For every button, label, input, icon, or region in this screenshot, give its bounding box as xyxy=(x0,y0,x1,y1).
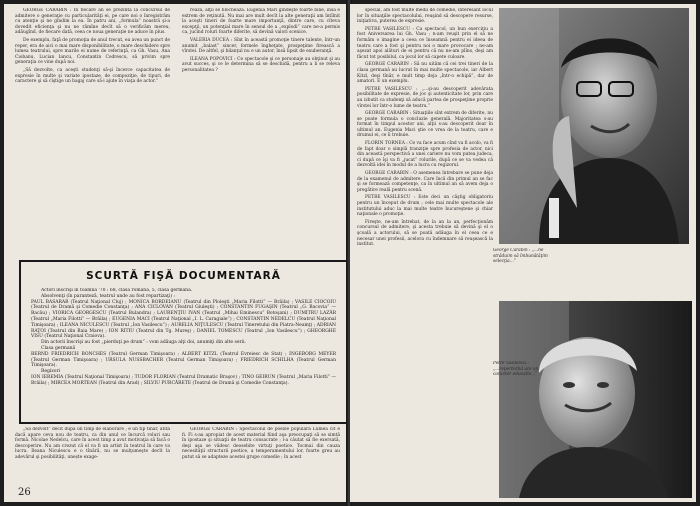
paragraph: GEORGE CARABIN : Situaţiile sînt extrem de diferite, nu se poate formula o concluzie generală. Majoritatea s-au format în timpul acestor ani, alţii s-au descoperit doar în ultimul an. Eugenia Maci ştie ce vrea de la teatru, care e drumul ei, ce îi trebuie. xyxy=(357,111,493,139)
paragraph: PETRE VASILESCU : „...şi-au descoperit adevărata posibilitate de expresie, de joc şi autenticitate lor, prin care au izbutit ca studenţi să aducă partea de prospeţime proprie vîrstei lor într-o lume de teatru.” xyxy=(357,86,493,109)
box-intro: Actori înscrişi în toamna '70 : 68, clasa română, 5, clasa germană. xyxy=(41,288,193,293)
paragraph: Fireşte, ne-am întrebat, de la an la an, perfecţionăm concursul de admitere, şi acesta trebuie să devină şi el o şcoală a actorului, să se poată adăuga în el ceea ce e necesar unei profesii, acelora cu îndemnare să reuşească la institut. xyxy=(357,219,493,248)
left-column-1 xyxy=(15,8,170,252)
paragraph: rează, alţii se blochează. Eugenia Mari gîndeşte foarte bine, însă e extrem de reţinută. Nu mai are mult decît la alte generaţii am întîlnit la aceşti tineri de foarte mare importanţă, dintre care, cu cîteva excepţii, un potenţial mare în sensul de a „explodi” care ne-a permis ca, jucînd roluri foarte diferite, să devină valori scenice. xyxy=(182,8,340,36)
paragraph: „Să dezvolt” decît după un timp de elaborare ; e un tip tînăr, atîta dacă apare ceva nou de teatru, ca din anul ce încurcă roluri sau formă. Nicolae Nedelcu, care în acest timp a avut motivaţia să facă o descoperire. Nu am crezut că el va fi un artist în teatrul în care va lucra. Ileana Niculescu e o tînără, nu se mulţumeşte decît la adevărul şi posibilităţi, unește exage- xyxy=(15,427,170,460)
box-title: SCURTĂ FIŞĂ DOCUMENTARĂ xyxy=(86,270,281,282)
documentary-sheet-box xyxy=(19,260,348,424)
paragraph: GEORGE CARABIN : Spectacolul de poezie populară Lumea cît e fi. Fi s-au apropiat de acest material fiind aşa preocupaţi să se simtă în ipostaze şi situaţii de teatru consacrate ; l-a căutat să fie exersată, deşi aşa se vădesc deosebite virtuţi poetice. Tocmai din cauza necesităţii structurii poetice, a temperamentului lor, foarte greu au putut să se adapteze acestei grupe comedie ; în acest xyxy=(182,427,340,460)
paragraph: FLORIN TORNEA : Ce va face acum cînd va fi acolo, va fi de fapt doar o simplă tranziţie spre profesia de actor, nici din această perspectivă a unei cariere nu vom putea judeca, ci după ce îşi va fi „jucat” rolurile, după ce se va vedea că dezvoltă idei în modul de a lucra cu regizorul. xyxy=(357,141,493,169)
photo-george-carabin xyxy=(499,8,689,244)
paragraph: De exemplu, faţă de promoţia de anul trecut, ea avea un punct de reper, era de aici o mai mare disponibilitate, o mare deschidere spre lumea teatrului, spre marile ei nume de referinţă, ca Gh. Vasu, Ana Ciobanu, Lucian Iancu, Constantin Codrescu, să privim spre generaţia ce vine după noi. xyxy=(15,37,170,66)
right-page xyxy=(350,4,696,502)
paragraph: GEORGE CARABIN : Să nu uităm că cei trei tineri de la clasa germană au lucrat în mai multe spectacole, iar Albert Kitzl, deşi tînăr, e mult timp deja „într-o echipă”, dar de amatori. E un exemplu. xyxy=(357,62,493,85)
paragraph: GEORGE CARABIN : In fiecare an se prezintă la concursul de admitere o generaţie cu particularităţi ei, pe care noi o înregistrăm cu atenţie şi ne gîndim la ea. În patru ani, „formula” noastră şi-a dovedit eficienţa şi nu ne rămîne decît să o verificăm mereu, adăugînd, de fiecare dată, ceea ce noua generaţie ne aduce în plus. xyxy=(15,8,170,36)
caption-petre-vasilescu: Petre Vasilescu : „...repertoriul are un caracter educativ...” xyxy=(493,361,539,378)
paragraph: ILEANA POPOVICI : Ce spectacole şi ce personaje au obţinut şi au avut succes, şi ce le determina să se deschidă, pentru a li se releva personalitatea ? xyxy=(182,56,340,73)
portrait-photo-1 xyxy=(499,8,689,244)
directors-list: ION IEREMIA (Teatrul Naţional Timişoara) ; TUDOR FLORIAN (Teatrul Dramatic Braşov) ; TINO GEIRUN (Teatrul „Maria Filotti” — Brăila) ; MIRCEA MORTEAN (Teatrul din Arad) ; SILVIU PURCĂRETE (Teatrul de Dramă şi Comedie Constanţa). xyxy=(31,374,336,386)
paragraph: GEORGE CARABIN : O asemenea întrebare se pune deja de la examenul de admitere. Care încă din primul an se fac şi se formează competenţe, ca în ultimul an să avem deja o pregătire reală pentru scenă. xyxy=(357,171,493,193)
left-bottom-column-1 xyxy=(15,427,170,483)
paragraph: VALERIA DUCEA : Sînt în această promoţie tinere talente, într-un anumit „balast” sincer, formele îngheţate, prospeţime firească a vîrstei. De altfel, şi bilanţul nu e un autor, însă lipsit de exuberanţă. xyxy=(182,37,340,55)
left-bottom-column-2 xyxy=(182,427,340,483)
box-lead: Absolvenţi (în paranteză, teatrul unde au fost repartizaţi) : xyxy=(41,293,175,299)
left-page xyxy=(4,4,348,502)
right-text-column xyxy=(357,8,493,496)
box-note: Din actorii înscrişi au fost „pierduţi pe drum” : vom adăuga alţi doi, anumiţi din alte serii. xyxy=(41,340,246,346)
german-class-heading: Clasa germană xyxy=(41,345,76,351)
box-body xyxy=(31,288,336,418)
paragraph: PETRE VASILESCU : Este deci un câştig obligatoriu pentru un început de drum ; cele mai multe spectacole ale institutului aduc la mai multe teatre bucureştene şi chiar naţionale o promoţie. xyxy=(357,195,493,218)
paragraph: special, am fost multe medii de comedie, interesant locul lor în situaţiile spectacolului, reuşind să descopere resurse, iniţiativa, puterea de expresie. xyxy=(357,8,493,25)
directors-heading: Regizori xyxy=(41,369,61,375)
german-class-list: BERND FRIEDRICH BONCHES (Teatrul German Timişoara) ; ALBERT KITZL (Teatrul Evreiesc de Stat) ; INGEBORG MEYER (Teatrul German Timişoara) ; URSULA NUSSBACHER (Teatrul German Timişoara) ; FRIEDRICH SCHILHA (Teatrul German Timişoara). xyxy=(31,351,336,369)
page-number: 26 xyxy=(18,487,31,498)
paragraph: „Să dezvolte, ca aceşti studenţi să-şi încerce capacitatea de expresie în multe şi variate ipostaze, de compoziţie, de tipuri, de caractere şi să cîştige un bagaj care să-i ajute în viaţa de actor.” xyxy=(15,67,170,85)
paragraph: PETRE VASILESCU : Ca spectacol, un bun exerciţiu a fost Aniversarea lui Gh. Vasu ; n-am reuşit prin el să ne formăm o imagine a ceea ce înseamnă pentru ei ideea de teatru care a fost şi pentru noi o mare provocare ; ne-am aşezat apoi alături de ei pentru că nu ne-am plîns, deşi am făcut tot posibilul, ca jocul lor să capete culoare. xyxy=(357,26,493,60)
romanian-class-list: PAUL BASARAB (Teatrul Naţional Cluj) ; MONICA BORDEIANU (Teatrul din Ploieşti „Maria Filotti” — Brăila) ; VASILE CIOCOIU (Teatrul de Dramă şi Comedie Constanţa) ; ANA CICLOVAN (Teatrul Giuleşti) ; CONSTANTIN FUGAŞIN (Teatrul „G. Bacovia” — Bacău) ; VIORICA GEORGESCU (Teatrul Bulandra) ; LAURENŢIU IVAN (Teatrul „Mihai Eminescu” Botoşani) ; DUMITRU LAZĂR (Teatrul „Maria Filotti” — Brăila) ; EUGENIA MACI (Teatrul Naţional „I. L. Caragiale”) ; CONSTANTIN NEDELCU (Teatrul Naţional Timişoara) ; ILEANA NICULESCU (Teatrul „Ion Vasilescu”) ; AURELIA NIŢULESCU (Teatrul Tineretului din Piatra-Neamţ) ; ADRIAN RAŢOI (Teatrul din Baia Mare) ; ION RITIU (Teatrul din Tg. Mureş) ; DANIEL TOMESCU (Teatrul „Ion Vasilescu”) ; GHEORGHE VISU (Teatrul Naţional Craiova). xyxy=(31,299,336,340)
left-column-2 xyxy=(182,8,340,252)
caption-george-carabin: George Carabin : „...ne străduim să îmbunătăţim selecţia...” xyxy=(493,248,548,265)
